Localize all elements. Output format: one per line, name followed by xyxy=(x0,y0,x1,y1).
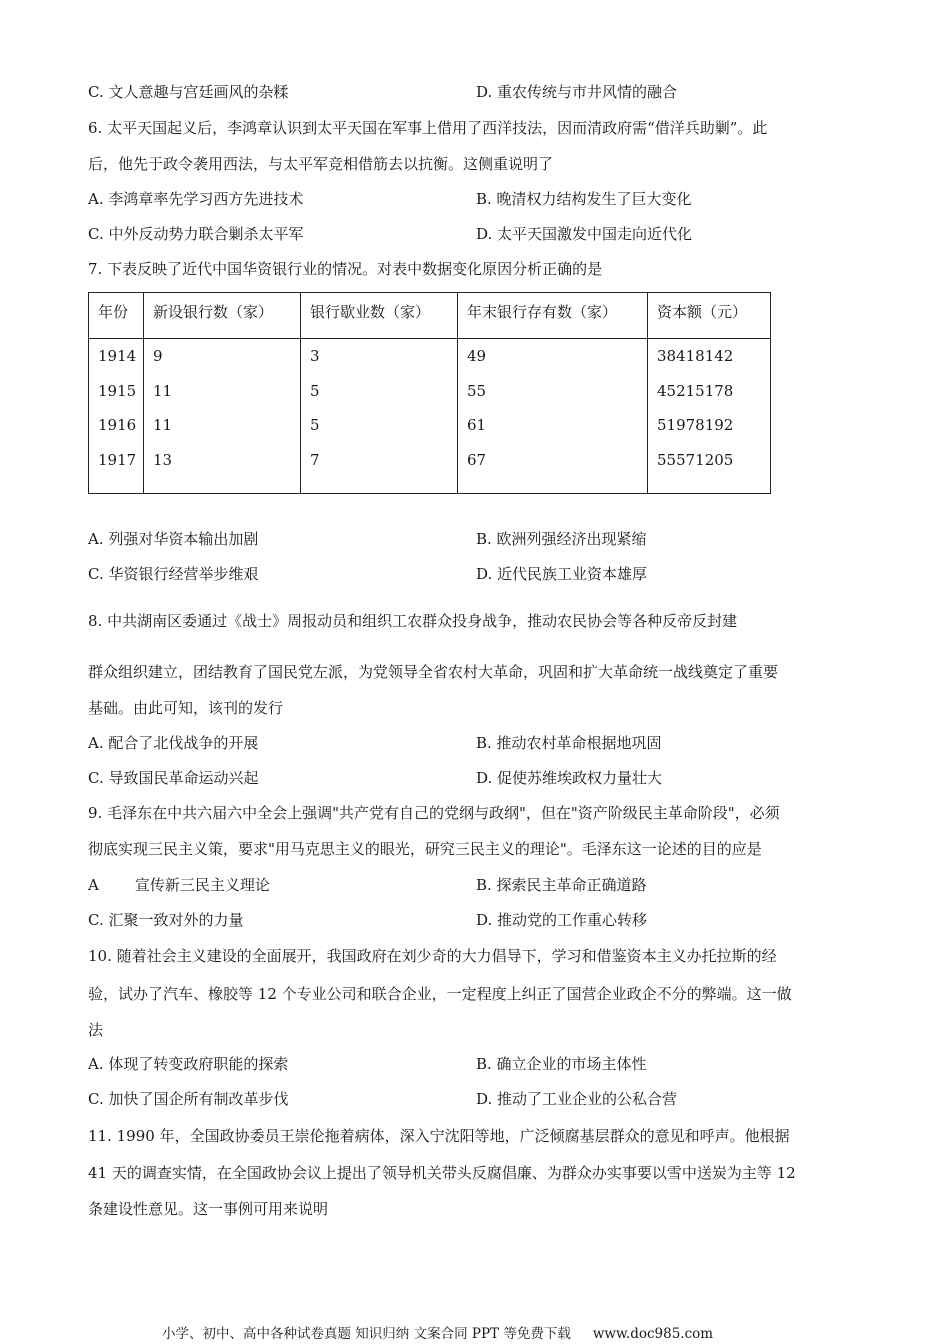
table-row xyxy=(89,408,771,443)
q8-stem-line2: 群众组织建立，团结教育了国民党左派，为党领导全省农村大革命，巩固和扩大革命统一战线奠定了重要 xyxy=(88,663,779,681)
cell-year: 1915 xyxy=(89,374,144,409)
q10-stem-line2: 验，试办了汽车、橡胶等 12 个专业公司和联合企业，一定程度上纠正了国营企业政企不分的弊端。这一做 xyxy=(88,985,792,1003)
cell-closed-banks: 3 xyxy=(301,339,458,374)
q6-stem-line2: 后，他先于政令袭用西法，与太平军竞相借筋去以抗衡。这侧重说明了 xyxy=(88,155,554,173)
cell-existing-banks: 67 xyxy=(458,443,648,494)
header-closed-banks: 银行歇业数（家） xyxy=(301,293,458,339)
q6-option-a: A. 李鸿章率先学习西方先进技术 xyxy=(88,190,304,208)
cell-new-banks: 11 xyxy=(144,408,301,443)
q10-option-d: D. 推动了工业企业的公私合营 xyxy=(476,1090,678,1108)
bank-data-table xyxy=(88,292,771,494)
q10-option-a: A. 体现了转变政府职能的探索 xyxy=(88,1055,289,1073)
header-existing-banks: 年末银行存有数（家） xyxy=(458,293,648,339)
cell-capital: 55571205 xyxy=(648,443,771,494)
q9-option-a-letter: A xyxy=(88,876,99,894)
cell-closed-banks: 5 xyxy=(301,408,458,443)
q9-option-d: D. 推动党的工作重心转移 xyxy=(476,911,648,929)
cell-capital: 45215178 xyxy=(648,374,771,409)
q7-option-a: A. 列强对华资本输出加剧 xyxy=(88,530,259,548)
cell-new-banks: 11 xyxy=(144,374,301,409)
cell-capital: 51978192 xyxy=(648,408,771,443)
cell-existing-banks: 61 xyxy=(458,408,648,443)
q7-option-b: B. 欧洲列强经济出现紧缩 xyxy=(476,530,647,548)
q7-option-d: D. 近代民族工业资本雄厚 xyxy=(476,565,648,583)
q6-option-d: D. 太平天国激发中国走向近代化 xyxy=(476,225,693,243)
q8-stem-line3: 基础。由此可知，该刊的发行 xyxy=(88,699,284,717)
cell-year: 1917 xyxy=(89,443,144,494)
q10-stem-line1: 10. 随着社会主义建设的全面展开，我国政府在刘少奇的大力倡导下，学习和借鉴资本主义办托拉斯的经 xyxy=(88,947,777,965)
q8-stem-line1: 8. 中共湖南区委通过《战士》周报动员和组织工农群众投身战争，推动农民协会等各种反帝反封建 xyxy=(88,612,738,630)
q9-stem-line1: 9. 毛泽东在中共六届六中全会上强调"共产党有自己的党纲与政纲"，但在"资产阶级民主革命阶段"，必须 xyxy=(88,804,780,822)
table-row xyxy=(89,339,771,374)
header-capital: 资本额（元） xyxy=(648,293,771,339)
table-header-row xyxy=(89,293,771,339)
q11-stem-line3: 条建设性意见。这一事例可用来说明 xyxy=(88,1200,329,1218)
q8-option-d: D. 促使苏维埃政权力量壮大 xyxy=(476,769,663,787)
cell-existing-banks: 55 xyxy=(458,374,648,409)
q9-option-c: C. 汇聚一致对外的力量 xyxy=(88,911,244,929)
header-year: 年份 xyxy=(89,293,144,339)
q8-option-c: C. 导致国民革命运动兴起 xyxy=(88,769,259,787)
cell-closed-banks: 5 xyxy=(301,374,458,409)
q10-stem-line3: 法 xyxy=(88,1021,104,1039)
q6-option-b: B. 晚清权力结构发生了巨大变化 xyxy=(476,190,692,208)
q9-stem-line2: 彻底实现三民主义策，要求"用马克思主义的眼光，研究三民主义的理论"。毛泽东这一论述的目的应是 xyxy=(88,840,762,858)
table-row xyxy=(89,374,771,409)
q6-option-c: C. 中外反动势力联合剿杀太平军 xyxy=(88,225,304,243)
q9-option-a xyxy=(88,874,270,896)
q8-option-b: B. 推动农村革命根据地巩固 xyxy=(476,734,662,752)
cell-capital: 38418142 xyxy=(648,339,771,374)
q5-option-c: C. 文人意趣与宫廷画风的杂糅 xyxy=(88,83,289,101)
q11-stem-line2: 41 天的调查实情，在全国政协会议上提出了领导机关带头反腐倡廉、为群众办实事要以雪中送炭为主等 12 xyxy=(88,1164,796,1182)
q7-stem: 7. 下表反映了近代中国华资银行业的情况。对表中数据变化原因分析正确的是 xyxy=(88,260,603,278)
footer-url[interactable]: www.doc985.com xyxy=(592,1326,714,1342)
cell-existing-banks: 49 xyxy=(458,339,648,374)
q9-option-b: B. 探索民主革命正确道路 xyxy=(476,876,647,894)
cell-year: 1914 xyxy=(89,339,144,374)
header-new-banks: 新设银行数（家） xyxy=(144,293,301,339)
cell-new-banks: 9 xyxy=(144,339,301,374)
q10-option-c: C. 加快了国企所有制改革步伐 xyxy=(88,1090,289,1108)
q6-stem-line1: 6. 太平天国起义后，李鸿章认识到太平天国在军事上借用了西洋技法，因而清政府需“借洋兵助剿”。此 xyxy=(88,119,768,137)
footer-text: 小学、初中、高中各种试卷真题 知识归纳 文案合同 PPT 等免费下载 xyxy=(162,1326,571,1342)
cell-closed-banks: 7 xyxy=(301,443,458,494)
table-row xyxy=(89,443,771,494)
q9-option-a-text: 宣传新三民主义理论 xyxy=(134,876,270,894)
cell-year: 1916 xyxy=(89,408,144,443)
q11-stem-line1: 11. 1990 年，全国政协委员王崇伦拖着病体，深入宁沈阳等地，广泛倾腐基层群众的意见和呼声。他根据 xyxy=(88,1127,790,1145)
q10-option-b: B. 确立企业的市场主体性 xyxy=(476,1055,647,1073)
q7-option-c: C. 华资银行经营举步维艰 xyxy=(88,565,259,583)
q8-option-a: A. 配合了北伐战争的开展 xyxy=(88,734,259,752)
cell-new-banks: 13 xyxy=(144,443,301,494)
q5-option-d: D. 重农传统与市井风情的融合 xyxy=(476,83,678,101)
page-footer xyxy=(162,1322,713,1342)
